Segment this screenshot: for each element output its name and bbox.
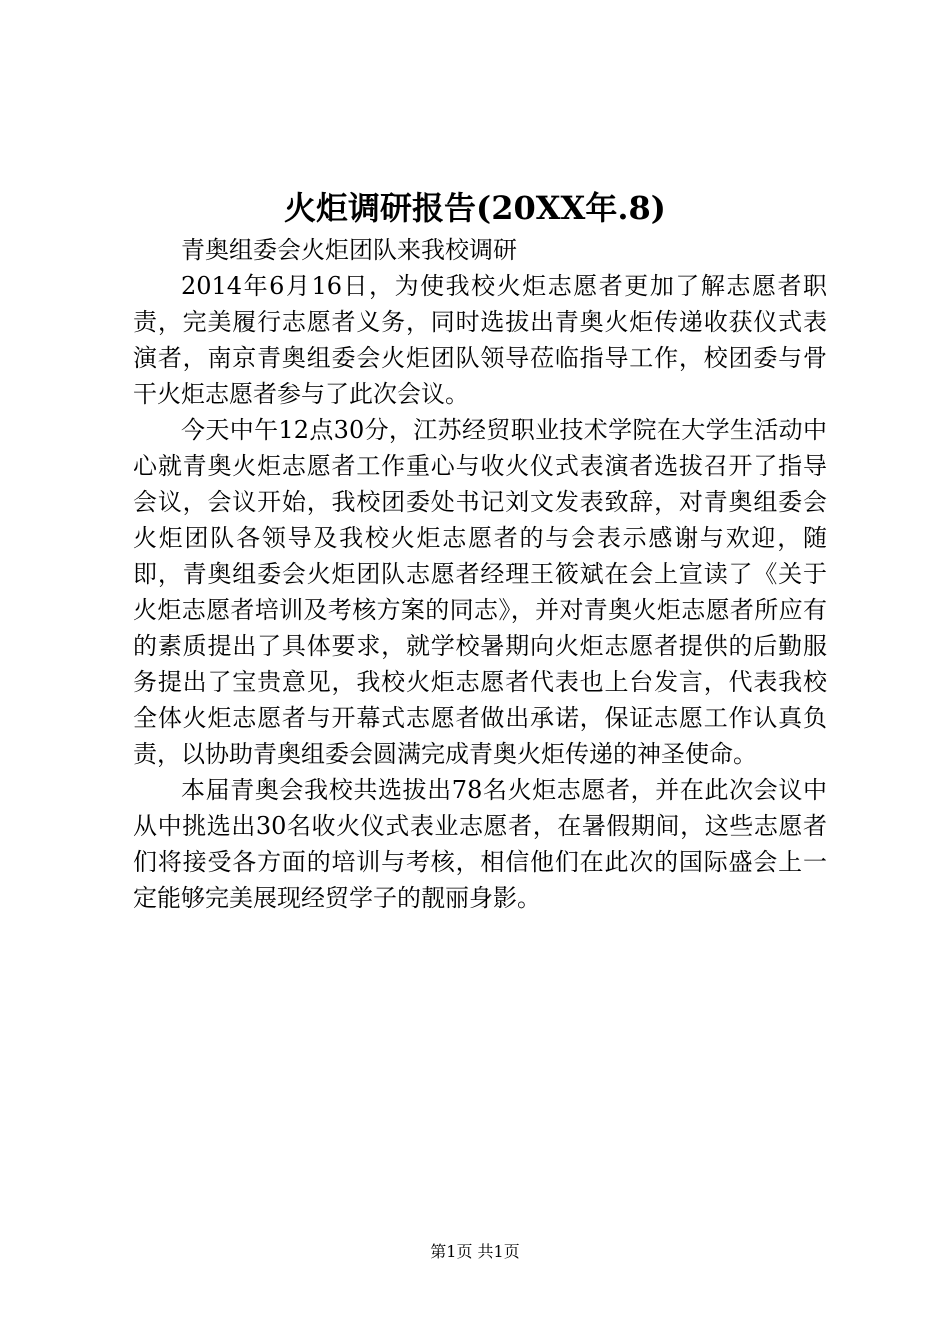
document-title: 火炬调研报告(20XX年.8) bbox=[284, 189, 666, 227]
document-body bbox=[133, 232, 827, 916]
paragraph-selection: 本届青奥会我校共选拔出78名火炬志愿者，并在此次会议中从中挑选出30名收火仪式表业志愿者，在暑假期间，这些志愿者们将接受各方面的培训与考核，相信他们在此次的国际盛会上一定能够完美展现经贸学子的靓丽身影。 bbox=[133, 776, 827, 912]
paragraph-subtitle: 青奥组委会火炬团队来我校调研 bbox=[181, 236, 517, 264]
paragraph-meeting: 今天中午12点30分，江苏经贸职业技术学院在大学生活动中心就青奥火炬志愿者工作重心与收火仪式表演者选拔召开了指导会议，会议开始，我校团委处书记刘文发表致辞，对青奥组委会火炬团队各领导及我校火炬志愿者的与会表示感谢与欢迎，随即，青奥组委会火炬团队志愿者经理王筱斌在会上宣读了《关于火炬志愿者培训及考核方案的同志》，并对青奥火炬志愿者所应有的素质提出了具体要求，就学校暑期向火炬志愿者提供的后勤服务提出了宝贵意见，我校火炬志愿者代表也上台发言，代表我校全体火炬志愿者与开幕式志愿者做出承诺，保证志愿工作认真负责，以协助青奥组委会圆满完成青奥火炬传递的神圣使命。 bbox=[133, 416, 827, 768]
page-footer: 第1页 共1页 bbox=[430, 1242, 520, 1261]
paragraph-intro: 2014年6月16日，为使我校火炬志愿者更加了解志愿者职责，完美履行志愿者义务，同时选拔出青奥火炬传递收获仪式表演者，南京青奥组委会火炬团队领导莅临指导工作，校团委与骨干火炬志愿者参与了此次会议。 bbox=[133, 272, 827, 408]
